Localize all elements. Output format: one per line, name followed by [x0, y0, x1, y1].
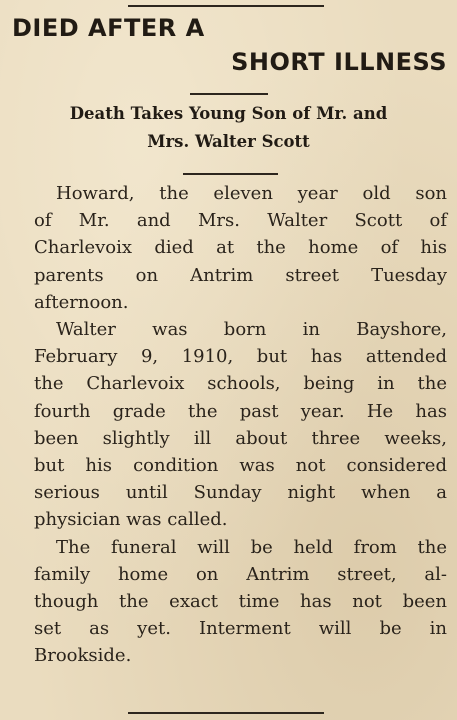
headline-divider [190, 93, 268, 95]
article-body [12, 180, 447, 670]
article-line: parents on Antrim street Tuesday [34, 264, 447, 286]
article-line: Charlevoix died at the home of his [34, 237, 447, 259]
article-line: set as yet. Interment will be in [34, 618, 447, 640]
article-paragraph-2 [12, 316, 447, 534]
subheadline-line-2: Mrs. Walter Scott [147, 132, 310, 151]
subheadline-divider [183, 173, 278, 175]
article-paragraph-3 [12, 534, 447, 670]
article-line: Brookside. [34, 645, 132, 667]
article-paragraph-1 [12, 180, 447, 316]
top-rule [128, 5, 324, 7]
article-line: of Mr. and Mrs. Walter Scott of [34, 210, 447, 232]
article-line: but his condition was not considered [34, 455, 447, 477]
article-line: serious until Sunday night when a [34, 482, 447, 504]
article-line: fourth grade the past year. He has [34, 400, 447, 422]
article-line: family home on Antrim street, al- [34, 563, 447, 585]
headline-line-2: SHORT ILLNESS [231, 48, 447, 76]
article-line: though the exact time has not been [34, 591, 447, 613]
article-line: The funeral will be held from the [56, 536, 447, 558]
bottom-rule [128, 712, 324, 714]
subheadline-line-1: Death Takes Young Son of Mr. and [69, 104, 388, 123]
article-line: been slightly ill about three weeks, [34, 427, 447, 449]
article-line: the Charlevoix schools, being in the [34, 373, 447, 395]
headline-line-1: DIED AFTER A [12, 14, 205, 42]
article-line: Howard, the eleven year old son [56, 183, 447, 204]
article-line: afternoon. [34, 291, 129, 313]
article-line: physician was called. [34, 509, 228, 531]
article-line: Walter was born in Bayshore, [56, 319, 447, 341]
article-line: February 9, 1910, but has attended [34, 346, 447, 368]
